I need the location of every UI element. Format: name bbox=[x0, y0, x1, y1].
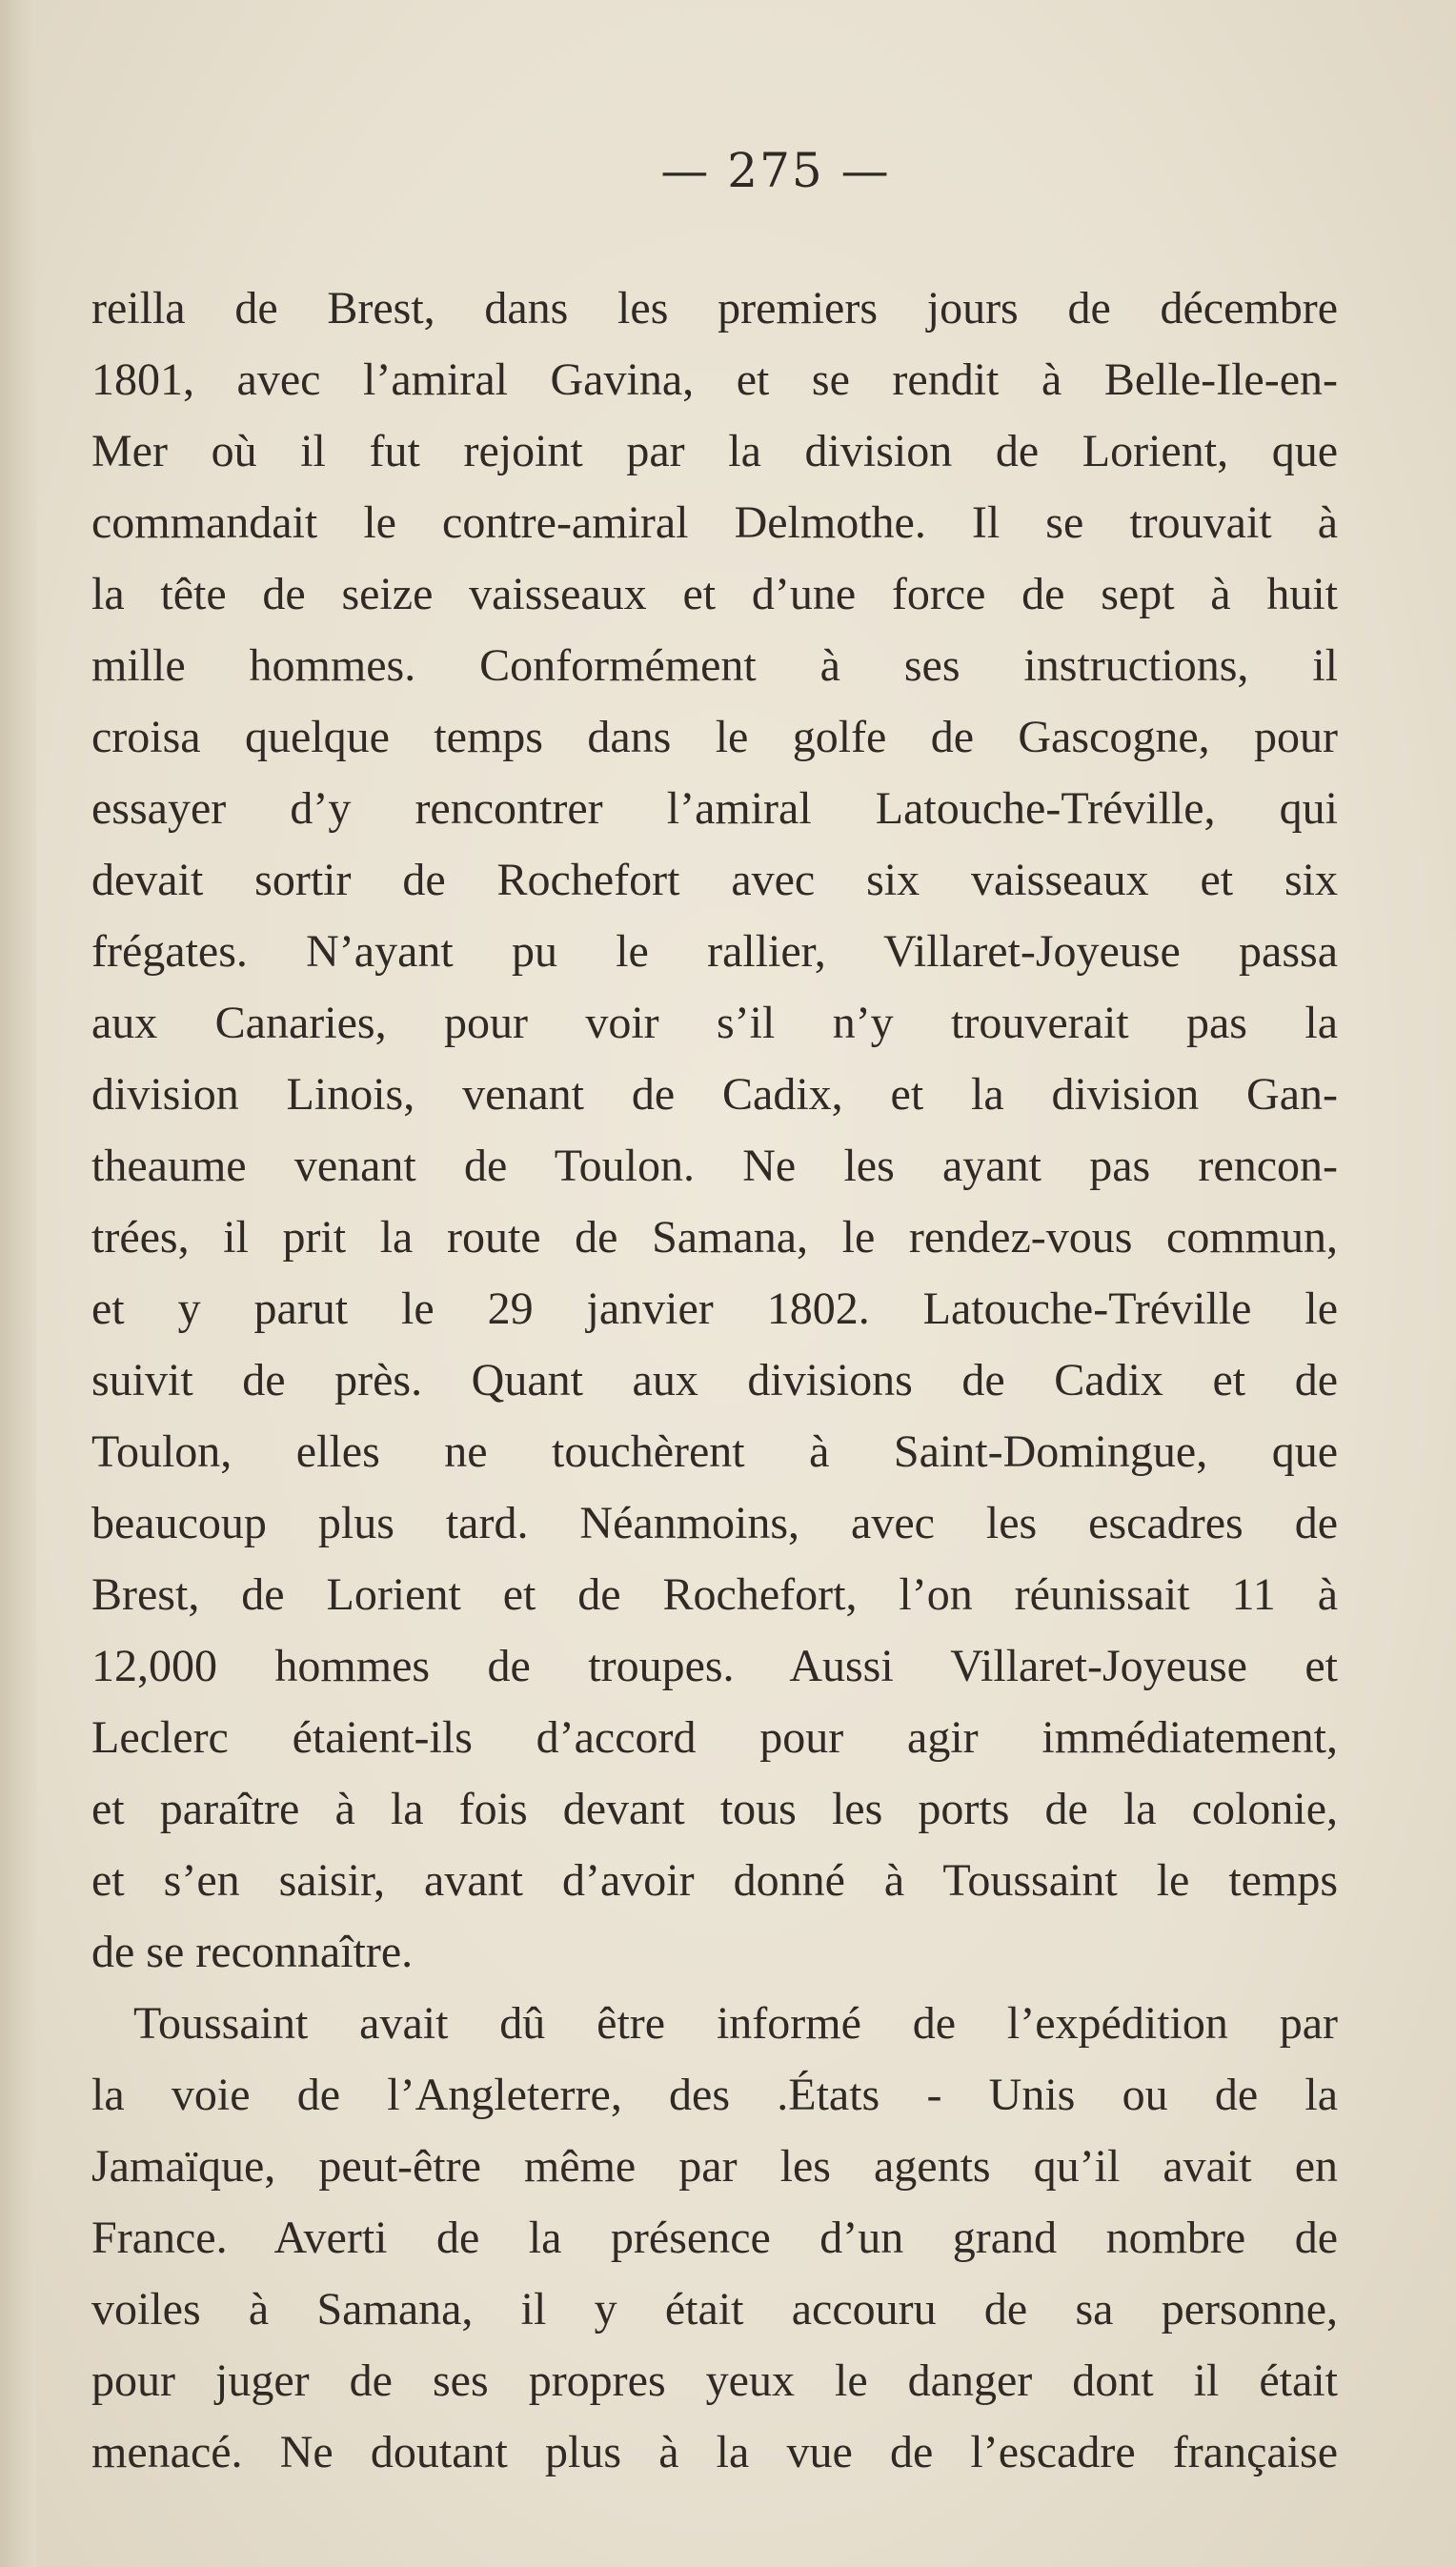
text-line: Mer où il fut rejoint par la division de Lorient, que bbox=[91, 426, 1338, 476]
text-line: frégates. N’ayant pu le rallier, Villaret-Joyeuse passa bbox=[91, 926, 1338, 977]
text-line: Leclerc étaient-ils d’accord pour agir immédiatement, bbox=[91, 1712, 1338, 1763]
text-line: 1801, avec l’amiral Gavina, et se rendit à Belle-Ile-en- bbox=[91, 354, 1338, 405]
text-line: Brest, de Lorient et de Rochefort, l’on réunissait 11 à bbox=[91, 1569, 1338, 1620]
text-line: Jamaïque, peut-être même par les agents qu’il avait en bbox=[91, 2141, 1338, 2192]
text-line: la tête de seize vaisseaux et d’une force de sept à huit bbox=[91, 569, 1338, 619]
text-line: division Linois, venant de Cadix, et la division Gan- bbox=[91, 1069, 1338, 1120]
body-text bbox=[91, 273, 1338, 2488]
text-line: et paraître à la fois devant tous les ports de la colonie, bbox=[91, 1784, 1338, 1834]
text-line: trées, il prit la route de Samana, le rendez-vous commun, bbox=[91, 1212, 1338, 1263]
page-number: — 275 — bbox=[660, 143, 891, 198]
text-line: menacé. Ne doutant plus à la vue de l’escadre française bbox=[91, 2427, 1338, 2477]
page-gutter-shadow bbox=[0, 0, 36, 2567]
text-line: essayer d’y rencontrer l’amiral Latouche-Tréville, qui bbox=[91, 783, 1338, 834]
text-line: suivit de près. Quant aux divisions de Cadix et de bbox=[91, 1355, 1338, 1405]
text-line: France. Averti de la présence d’un grand nombre de bbox=[91, 2213, 1338, 2263]
text-line: pour juger de ses propres yeux le danger dont il était bbox=[91, 2355, 1338, 2406]
text-line: la voie de l’Angleterre, des .États - Unis ou de la bbox=[91, 2070, 1338, 2120]
text-line: commandait le contre-amiral Delmothe. Il se trouvait à bbox=[91, 497, 1338, 548]
text-line: reilla de Brest, dans les premiers jours de décembre bbox=[91, 283, 1338, 334]
text-line: et s’en saisir, avant d’avoir donné à Toussaint le temps bbox=[91, 1855, 1338, 1906]
text-line: et y parut le 29 janvier 1802. Latouche-Tréville le bbox=[91, 1284, 1338, 1334]
text-line: 12,000 hommes de troupes. Aussi Villaret-Joyeuse et bbox=[91, 1641, 1338, 1691]
text-line: Toulon, elles ne touchèrent à Saint-Domingue, que bbox=[91, 1426, 1338, 1477]
text-line: aux Canaries, pour voir s’il n’y trouverait pas la bbox=[91, 998, 1338, 1048]
paragraph-2 bbox=[91, 1988, 1338, 2488]
text-line: devait sortir de Rochefort avec six vaisseaux et six bbox=[91, 855, 1338, 905]
text-line: croisa quelque temps dans le golfe de Gascogne, pour bbox=[91, 712, 1338, 762]
text-line: mille hommes. Conformément à ses instructions, il bbox=[91, 640, 1338, 691]
text-line: voiles à Samana, il y était accouru de sa personne, bbox=[91, 2284, 1338, 2335]
text-line: Toussaint avait dû être informé de l’expédition par bbox=[133, 1998, 1338, 2049]
text-line: de se reconnaître. bbox=[91, 1927, 414, 1977]
paragraph-1 bbox=[91, 273, 1338, 1988]
text-line: beaucoup plus tard. Néanmoins, avec les escadres de bbox=[91, 1498, 1338, 1548]
text-line: theaume venant de Toulon. Ne les ayant pas rencon- bbox=[91, 1141, 1338, 1191]
